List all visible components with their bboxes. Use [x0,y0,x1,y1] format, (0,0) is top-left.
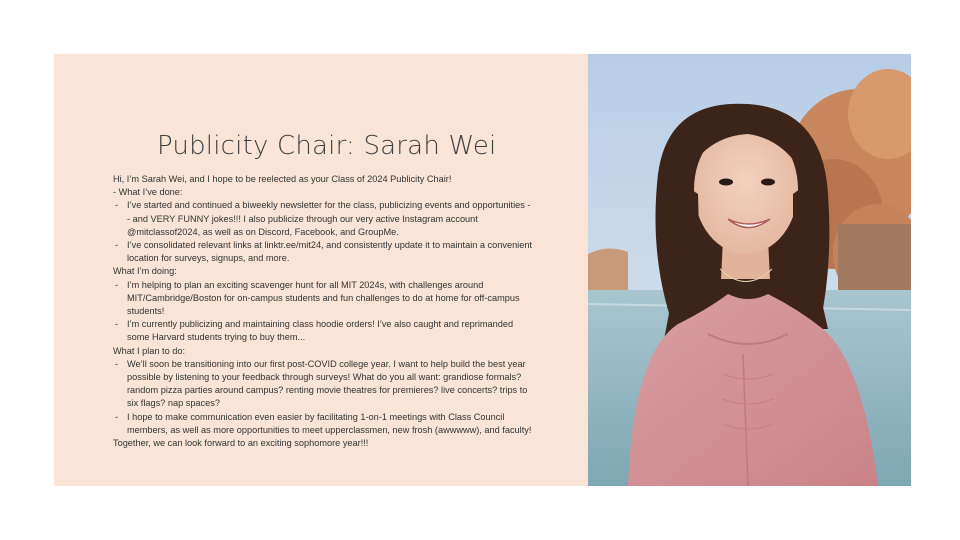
done-item: - I’ve started and continued a biweekly newsletter for the class, publicizing events and opportunities -- and VERY FUNNY jokes!!! I also publicize through our very active Instagram account @mitclassof2024, as well as on Discord, Facebook, and GroupMe. [113,199,533,239]
slide-title: Publicity Chair: Sarah Wei [157,131,497,161]
portrait-photo [588,54,911,486]
done-item: - I’ve consolidated relevant links at linktr.ee/mit24, and consistently update it to maintain a convenient location for surveys, signups, and more. [113,239,533,265]
plan-item: - I hope to make communication even easier by facilitating 1-on-1 meetings with Class Council members, as well as more opportunities to meet upperclassmen, new frosh (awwwww), and faculty! [113,411,533,437]
plan-item: - We’ll soon be transitioning into our first post-COVID college year. I want to help build the best year possible by listening to your feedback through surveys! What do you all want: grandiose formals? random pizza parties around campus? renting movie theatres for premieres? live concerts? trips to six flags? nap spaces? [113,358,533,411]
slide-body [113,173,533,450]
doing-list [113,279,533,345]
plan-list [113,358,533,437]
closing-text: Together, we can look forward to an exciting sophomore year!!! [113,438,369,449]
done-heading: - What I’ve done: [113,187,183,198]
plan-heading: What I plan to do: [113,345,186,356]
doing-item: - I’m helping to plan an exciting scavenger hunt for all MIT 2024s, with challenges around MIT/Cambridge/Boston for on-campus students and fun challenges to do at home for off-campus students! [113,279,533,319]
done-list [113,199,533,265]
doing-heading: What I’m doing: [113,266,177,277]
intro-text: Hi, I’m Sarah Wei, and I hope to be reelected as your Class of 2024 Publicity Chair! [113,174,452,184]
doing-item: - I’m currently publicizing and maintaining class hoodie orders! I’ve also caught and reprimanded some Harvard students trying to buy them... [113,318,533,344]
